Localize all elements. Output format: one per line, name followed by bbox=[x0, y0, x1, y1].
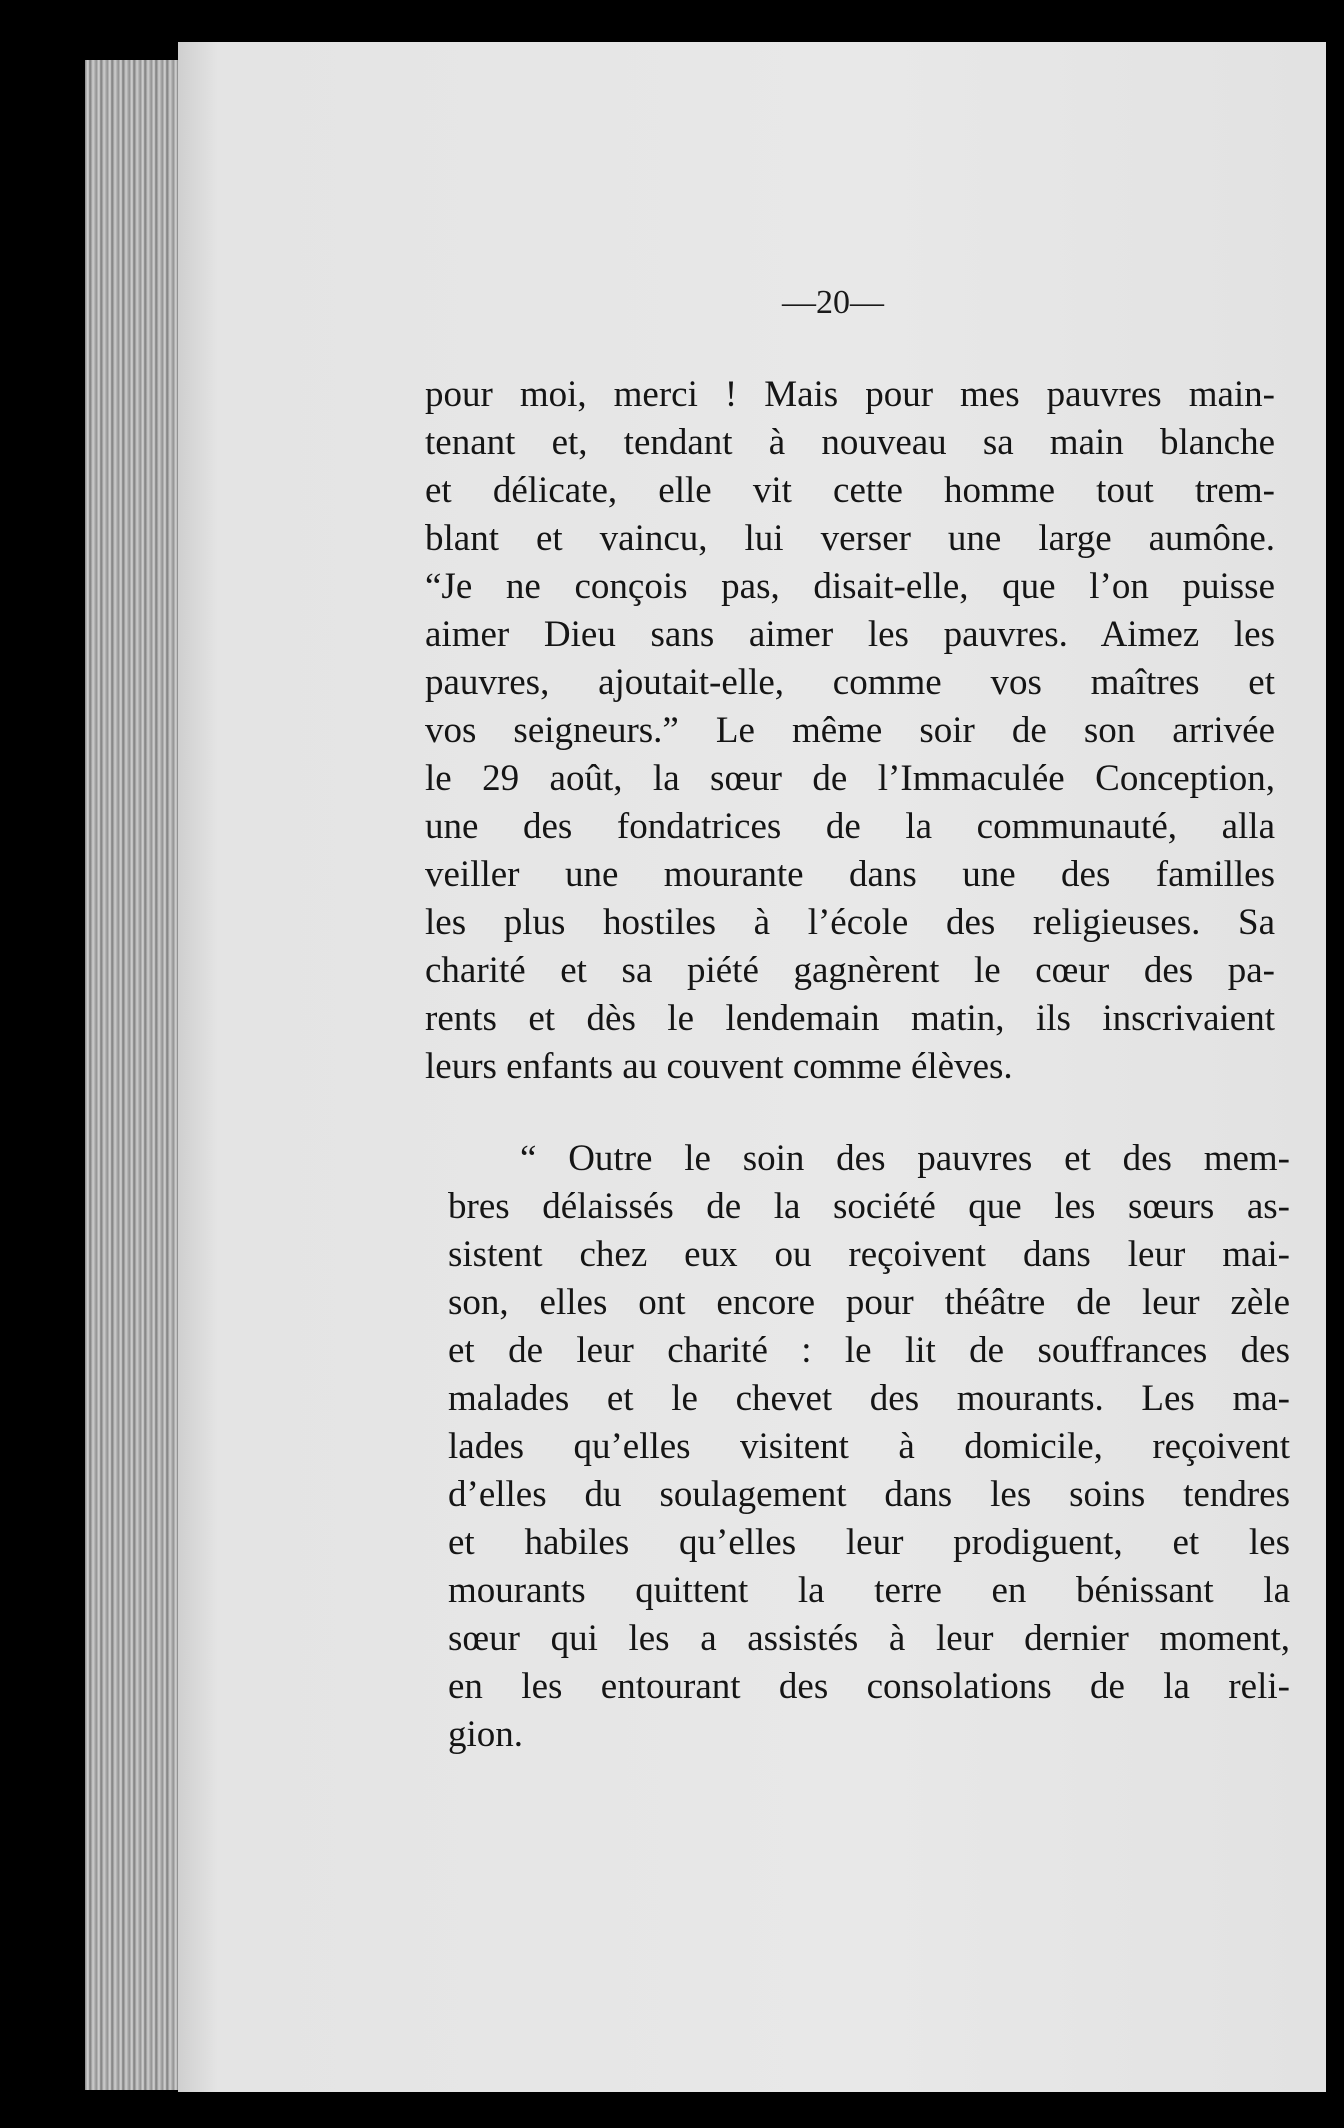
text-line: le 29 août, la sœur de l’Immaculée Conception, bbox=[425, 758, 1275, 799]
text-line: leurs enfants au couvent comme élèves. bbox=[425, 1046, 1013, 1087]
text-line: une des fondatrices de la communauté, alla bbox=[425, 806, 1275, 847]
text-line: son, elles ont encore pour théâtre de leur zèle bbox=[448, 1282, 1290, 1323]
text-line: pour moi, merci ! Mais pour mes pauvres main- bbox=[425, 374, 1275, 415]
text-line: et de leur charité : le lit de souffrances des bbox=[448, 1330, 1290, 1371]
text-line: et habiles qu’elles leur prodiguent, et les bbox=[448, 1522, 1290, 1563]
page-number: —20— bbox=[782, 284, 884, 321]
text-line: “ Outre le soin des pauvres et des mem- bbox=[520, 1138, 1290, 1179]
text-line: tenant et, tendant à nouveau sa main blanche bbox=[425, 422, 1275, 463]
text-line: sistent chez eux ou reçoivent dans leur mai- bbox=[448, 1234, 1290, 1275]
text-line: blant et vaincu, lui verser une large aumône. bbox=[425, 518, 1275, 559]
text-line: en les entourant des consolations de la reli- bbox=[448, 1666, 1290, 1707]
text-line: charité et sa piété gagnèrent le cœur des pa- bbox=[425, 950, 1275, 991]
text-line: les plus hostiles à l’école des religieuses. Sa bbox=[425, 902, 1275, 943]
text-line: veiller une mourante dans une des familles bbox=[425, 854, 1275, 895]
text-line: pauvres, ajoutait-elle, comme vos maîtres et bbox=[425, 662, 1275, 703]
text-line: bres délaissés de la société que les sœurs as- bbox=[448, 1186, 1290, 1227]
text-line: “Je ne conçois pas, disait-elle, que l’on puisse bbox=[425, 566, 1275, 607]
text-line: lades qu’elles visitent à domicile, reçoivent bbox=[448, 1426, 1290, 1467]
text-line: malades et le chevet des mourants. Les ma- bbox=[448, 1378, 1290, 1419]
text-line: aimer Dieu sans aimer les pauvres. Aimez les bbox=[425, 614, 1275, 655]
text-line: vos seigneurs.” Le même soir de son arrivée bbox=[425, 710, 1275, 751]
text-line: mourants quittent la terre en bénissant la bbox=[448, 1570, 1290, 1611]
text-line: sœur qui les a assistés à leur dernier moment, bbox=[448, 1618, 1290, 1659]
text-line: et délicate, elle vit cette homme tout trem- bbox=[425, 470, 1275, 511]
text-line: d’elles du soulagement dans les soins tendres bbox=[448, 1474, 1290, 1515]
text-line: gion. bbox=[448, 1714, 524, 1755]
text-line: rents et dès le lendemain matin, ils inscrivaient bbox=[425, 998, 1275, 1039]
